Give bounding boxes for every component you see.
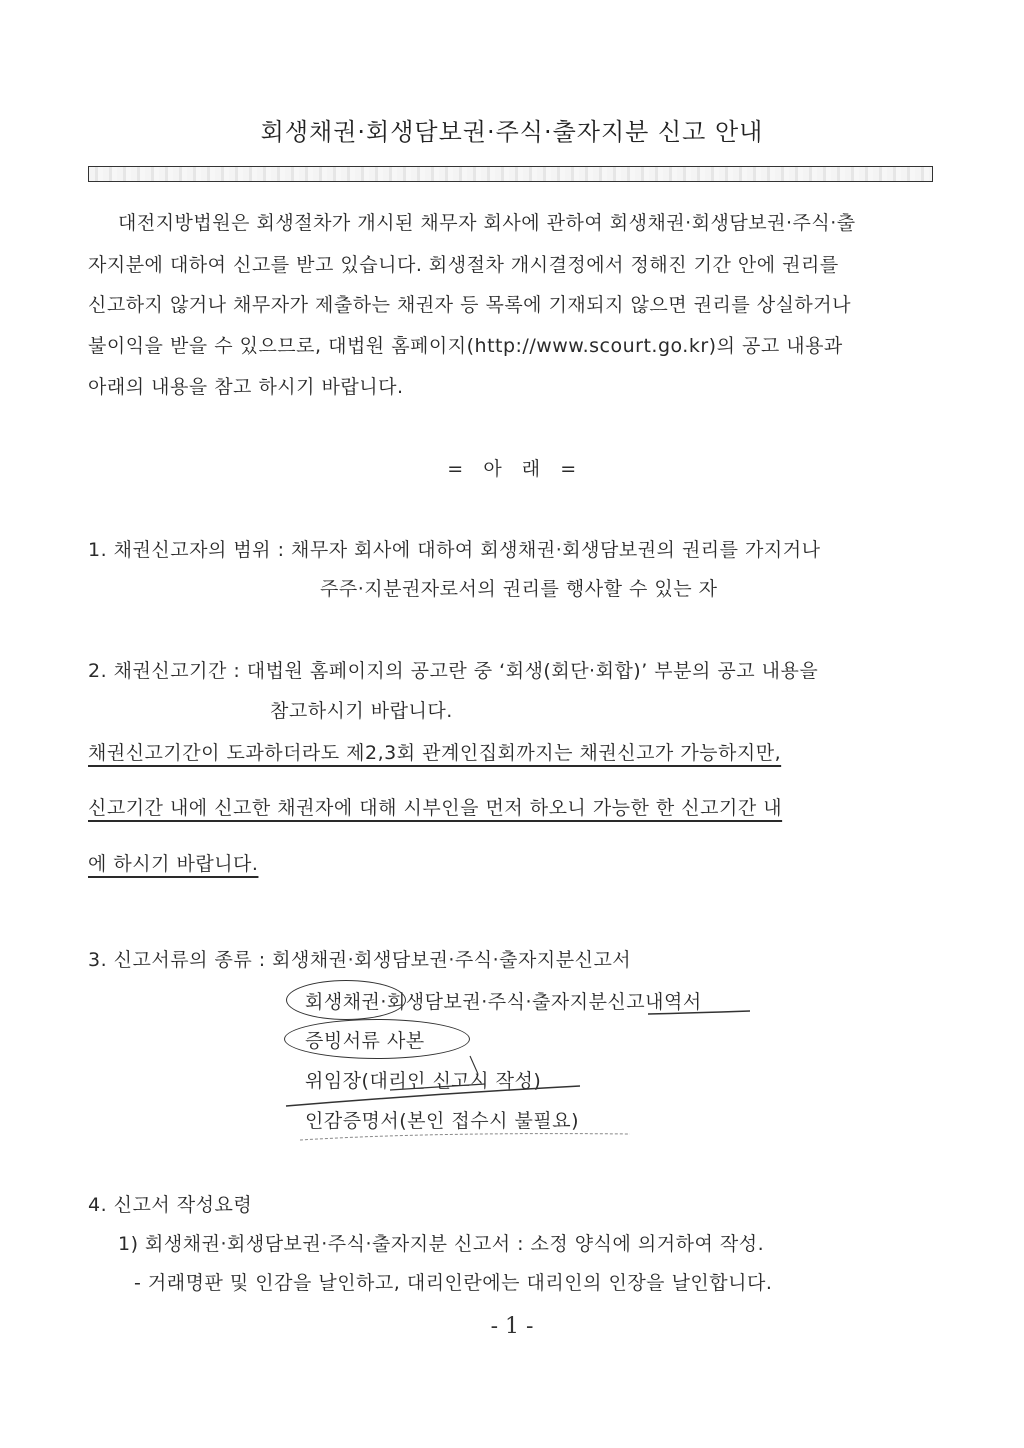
title-divider-bar: [88, 166, 933, 182]
section2-note-line-2: 신고기간 내에 신고한 채권자에 대해 시부인을 먼저 하오니 가능한 한 신고기간 내: [88, 797, 783, 819]
section4-heading: 4. 신고서 작성요령: [88, 1194, 253, 1216]
section3-item-1: 회생채권·회생담보권·주식·출자지분신고내역서: [305, 991, 702, 1013]
section2-line-2: 참고하시기 바랍니다.: [270, 700, 453, 722]
section1-line-1: 1. 채권신고자의 범위 : 채무자 회사에 대하여 회생채권·회생담보권의 권리를 가지거나: [88, 539, 821, 561]
section4-item-1-detail: - 거래명판 및 인감을 날인하고, 대리인란에는 대리인의 인장을 날인합니다.: [134, 1272, 773, 1294]
section3-line-1: 3. 신고서류의 종류 : 회생채권·회생담보권·주식·출자지분신고서: [88, 949, 632, 971]
page-title: 회생채권·회생담보권·주식·출자지분 신고 안내: [260, 118, 764, 146]
section3-item-4: 인감증명서(본인 접수시 불필요): [305, 1110, 580, 1132]
section2-note-line-1: 채권신고기간이 도과하더라도 제2,3회 관계인집회까지는 채권신고가 가능하지만,: [88, 742, 782, 764]
page-number: - 1 -: [490, 1314, 534, 1339]
below-heading: = 아 래 =: [447, 458, 577, 480]
intro-line-5: 아래의 내용을 참고 하시기 바랍니다.: [88, 376, 404, 398]
section3-item-2: 증빙서류 사본: [305, 1030, 425, 1052]
intro-line-3: 신고하지 않거나 채무자가 제출하는 채권자 등 목록에 기재되지 않으면 권리를 상실하거나: [88, 294, 851, 316]
intro-line-1: 대전지방법원은 회생절차가 개시된 채무자 회사에 관하여 회생채권·회생담보권·주식·출: [118, 212, 856, 234]
intro-line-2: 자지분에 대하여 신고를 받고 있습니다. 회생절차 개시결정에서 정해진 기간 안에 권리를: [88, 254, 839, 276]
section2-note-line-3: 에 하시기 바랍니다.: [88, 853, 259, 875]
section3-item-3: 위임장(대리인 신고시 작성): [305, 1070, 542, 1092]
intro-line-4: 불이익을 받을 수 있으므로, 대법원 홈페이지(http://www.scourt.go.kr)의 공고 내용과: [88, 335, 843, 357]
section2-line-1: 2. 채권신고기간 : 대법원 홈페이지의 공고란 중 ‘회생(회단·회합)’ 부분의 공고 내용을: [88, 660, 819, 682]
section1-line-2: 주주·지분권자로서의 권리를 행사할 수 있는 자: [320, 578, 718, 600]
section4-item-1: 1) 회생채권·회생담보권·주식·출자지분 신고서 : 소정 양식에 의거하여 작성.: [118, 1233, 765, 1255]
